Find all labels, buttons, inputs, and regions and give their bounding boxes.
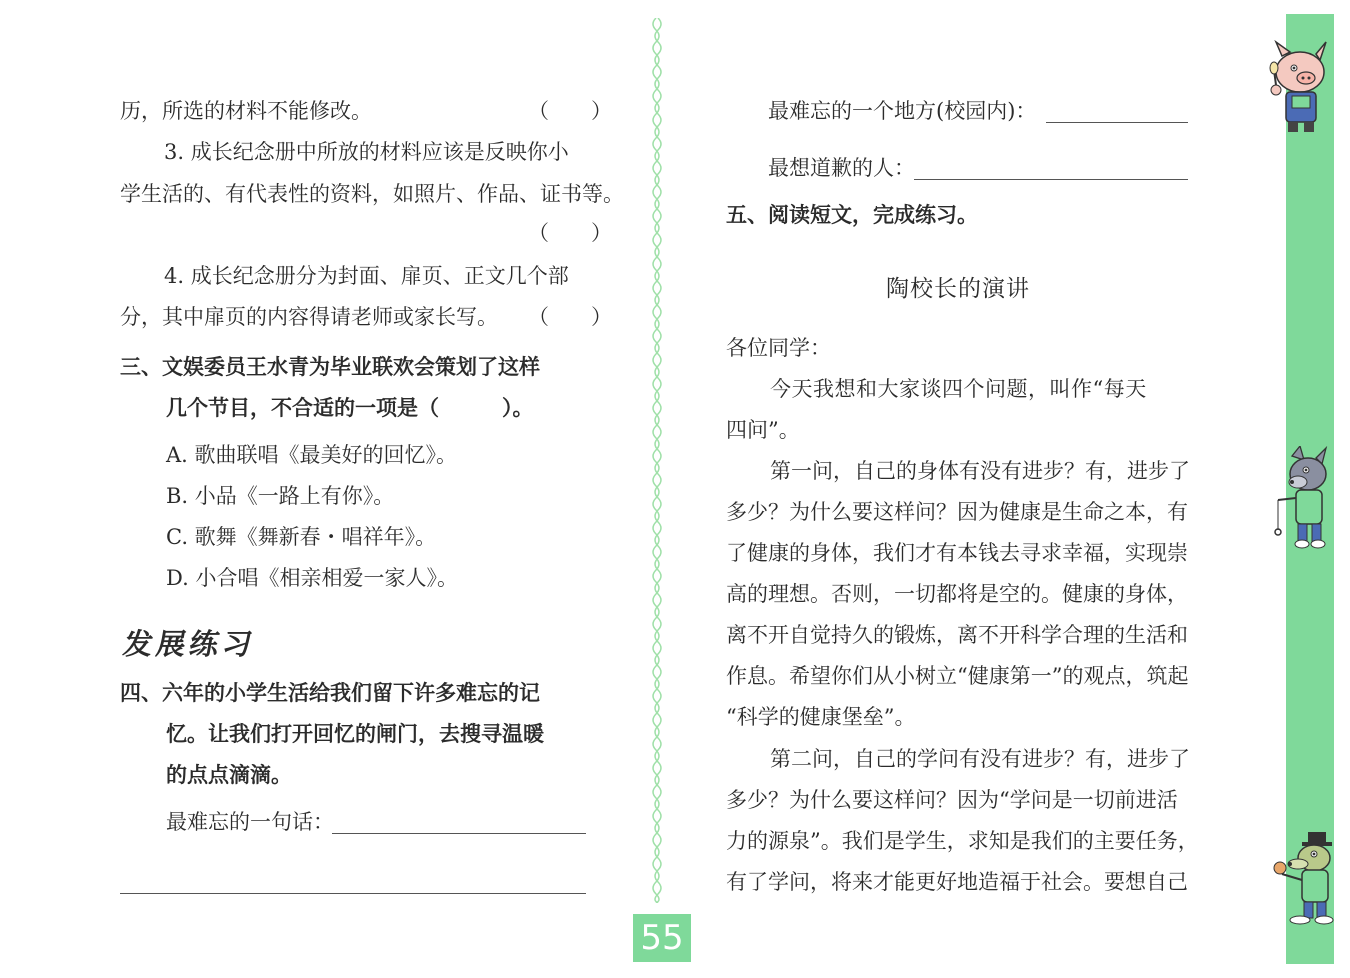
wolf-mascot-icon: [1272, 446, 1338, 551]
q4-line1: 4. 成长纪念册分为封面、扉页、正文几个部: [164, 264, 569, 288]
body-line-9: “科学的健康堡垒”。: [726, 705, 916, 729]
page-number: 55: [633, 914, 691, 962]
greeting: 各位同学：: [726, 336, 831, 360]
body-line-13: 有了学问，将来才能更好地造福于社会。要想自己: [726, 870, 1188, 894]
body-line-1: 今天我想和大家谈四个问题，叫作“每天: [770, 377, 1147, 401]
sentence-blank[interactable]: [332, 833, 586, 834]
sentence-blank-2[interactable]: [120, 893, 586, 894]
section3-line1: 三、文娱委员王水青为毕业联欢会策划了这样: [120, 355, 540, 379]
body-line-3: 第一问，自己的身体有没有进步？有，进步了: [770, 459, 1190, 483]
option-b: B. 小品《一路上有你》。: [166, 484, 395, 508]
section3-line2: 几个节目，不合适的一项是（ ）。: [166, 396, 534, 420]
q4-line2: 分，其中扉页的内容得请老师或家长写。: [120, 305, 498, 329]
answer-paren-q4: （ ）: [528, 305, 612, 329]
article-title: 陶校长的演讲: [886, 276, 1030, 302]
pig-mascot-icon: [1256, 40, 1336, 135]
option-d: D. 小合唱《相亲相爱一家人》。: [166, 566, 458, 590]
apology-label: 最想道歉的人：: [768, 156, 915, 180]
section-heading: 发展练习: [120, 627, 259, 661]
section5-heading: 五、阅读短文，完成练习。: [726, 203, 978, 227]
section4-line1: 四、六年的小学生活给我们留下许多难忘的记: [120, 681, 540, 705]
body-line-4: 多少？为什么要这样问？因为健康是生命之本，有: [726, 500, 1188, 524]
page-divider: [650, 18, 666, 903]
body-line-12: 力的源泉”。我们是学生，求知是我们的主要任务，: [726, 829, 1199, 853]
body-line-8: 作息。希望你们从小树立“健康第一”的观点，筑起: [726, 664, 1189, 688]
q2-continuation: 历，所选的材料不能修改。: [120, 99, 372, 123]
answer-paren-q3: （ ）: [528, 221, 612, 245]
body-line-10: 第二问，自己的学问有没有进步？有，进步了: [770, 747, 1190, 771]
body-line-5: 了健康的身体，我们才有本钱去寻求幸福，实现崇: [726, 541, 1188, 565]
sentence-label: 最难忘的一句话：: [166, 810, 334, 834]
body-line-2: 四问”。: [726, 418, 800, 442]
place-label: 最难忘的一个地方(校园内)：: [768, 99, 1037, 123]
option-c: C. 歌舞《舞新春・唱祥年》。: [166, 525, 437, 549]
section4-line3: 的点点滴滴。: [166, 763, 292, 787]
apology-blank[interactable]: [914, 179, 1188, 180]
answer-paren-q2: （ ）: [528, 99, 612, 123]
body-line-7: 离不开自觉持久的锻炼，离不开科学合理的生活和: [726, 623, 1188, 647]
fox-mascot-icon: [1270, 828, 1340, 928]
body-line-6: 高的理想。否则，一切都将是空的。健康的身体，: [726, 582, 1188, 606]
q3-line2: 学生活的、有代表性的资料，如照片、作品、证书等。: [120, 182, 624, 206]
place-blank[interactable]: [1046, 122, 1188, 123]
body-line-11: 多少？为什么要这样问？因为“学问是一切前进活: [726, 788, 1178, 812]
option-a: A. 歌曲联唱《最美好的回忆》。: [166, 443, 458, 467]
q3-line1: 3. 成长纪念册中所放的材料应该是反映你小: [164, 140, 569, 164]
section4-line2: 忆。让我们打开回忆的闸门，去搜寻温暖: [166, 722, 544, 746]
